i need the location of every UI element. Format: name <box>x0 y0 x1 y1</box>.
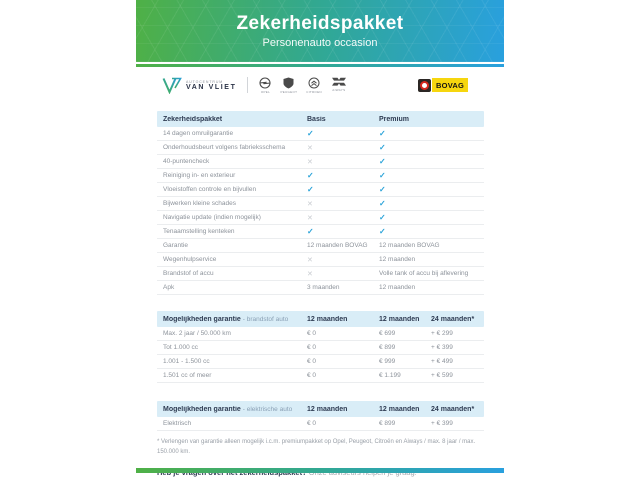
main-table-body <box>157 127 484 295</box>
row-label: Wegenhulpservice <box>163 256 217 263</box>
row-value: + € 499 <box>431 358 453 365</box>
check-icon: ✓ <box>379 129 386 138</box>
cross-icon: ✕ <box>307 214 313 222</box>
header-banner <box>136 0 504 62</box>
table-row <box>157 183 484 197</box>
row-value: 12 maanden BOVAG <box>379 242 440 249</box>
logo-divider <box>247 77 248 93</box>
row-value: 3 maanden <box>307 284 340 291</box>
row-label: Garantie <box>163 242 188 249</box>
row-value: € 899 <box>379 420 396 427</box>
main-table-header-row <box>157 111 484 127</box>
check-icon: ✓ <box>307 171 314 180</box>
dealer-name-bottom: VAN VLIET <box>186 83 237 91</box>
cross-icon: ✕ <box>307 256 313 264</box>
section-title: Mogelijkheden garantie - elektrische auto <box>163 405 293 413</box>
row-value: + € 599 <box>431 372 453 379</box>
row-label: Brandstof of accu <box>163 270 214 277</box>
row-value: € 0 <box>307 330 317 337</box>
cross-icon: ✕ <box>307 144 313 152</box>
check-icon: ✓ <box>379 199 386 208</box>
check-icon: ✓ <box>307 227 314 236</box>
main-table <box>157 111 484 295</box>
table-row <box>157 211 484 225</box>
row-label: Bijwerken kleine schades <box>163 200 236 207</box>
logo-row <box>136 67 504 103</box>
row-label: Vloeistoffen controle en bijvullen <box>163 186 257 193</box>
row-value: + € 399 <box>431 420 453 427</box>
row-value: € 999 <box>379 358 396 365</box>
table-row <box>157 141 484 155</box>
column-header-premium: Premium <box>379 115 409 123</box>
column-header: 24 maanden* <box>431 315 475 323</box>
opel-logo-icon: OPEL <box>259 77 271 94</box>
row-label: 40-puntencheck <box>163 158 210 165</box>
check-icon: ✓ <box>379 213 386 222</box>
check-icon: ✓ <box>379 185 386 194</box>
electric-warranty-table <box>157 401 484 431</box>
check-icon: ✓ <box>379 227 386 236</box>
bottom-gradient-bar <box>136 468 504 473</box>
row-value: € 0 <box>307 358 317 365</box>
table-row <box>157 155 484 169</box>
column-header: 12 maanden <box>379 405 420 413</box>
table-row <box>157 281 484 295</box>
electric-table-header-row <box>157 401 484 417</box>
column-header-zekerheidspakket: Zekerheidspakket <box>163 115 223 123</box>
table-row <box>157 197 484 211</box>
citroen-logo-icon: CITROEN <box>306 77 322 94</box>
row-value: € 899 <box>379 344 396 351</box>
cross-icon: ✕ <box>307 158 313 166</box>
column-header: 12 maanden <box>307 405 348 413</box>
dealer-logo <box>162 77 236 94</box>
row-label: Tot 1.000 cc <box>163 344 199 351</box>
row-label: 1.001 - 1.500 cc <box>163 358 210 365</box>
row-label: Onderhoudsbeurt volgens fabrieksschema <box>163 144 286 151</box>
row-value: € 1.199 <box>379 372 401 379</box>
table-row <box>157 169 484 183</box>
row-value: € 0 <box>307 344 317 351</box>
column-header-basis: Basis <box>307 115 326 123</box>
bovag-logo <box>418 78 468 92</box>
page-subtitle: Personenauto occasion <box>262 37 378 49</box>
table-row <box>157 355 484 369</box>
row-label: Apk <box>163 284 175 291</box>
table-row <box>157 267 484 281</box>
table-row <box>157 239 484 253</box>
column-header: 12 maanden <box>307 315 348 323</box>
row-value: 12 maanden <box>379 284 416 291</box>
row-value: Volle tank of accu bij aflevering <box>379 270 469 277</box>
table-row <box>157 417 484 431</box>
column-header: 12 maanden <box>379 315 420 323</box>
row-label: 14 dagen omruilgarantie <box>163 130 234 137</box>
row-value: € 0 <box>307 372 317 379</box>
brand-logos <box>259 77 346 94</box>
table-row <box>157 369 484 383</box>
row-value: + € 299 <box>431 330 453 337</box>
row-label: Navigatie update (indien mogelijk) <box>163 214 261 221</box>
table-row <box>157 127 484 141</box>
check-icon: ✓ <box>307 129 314 138</box>
content-column <box>136 0 504 480</box>
check-icon: ✓ <box>379 171 386 180</box>
row-label: Reiniging in- en exterieur <box>163 172 236 179</box>
van-vliet-mark-icon <box>162 77 182 94</box>
peugeot-logo-icon: PEUGEOT <box>280 77 297 94</box>
row-value: 12 maanden <box>379 256 416 263</box>
table-row <box>157 253 484 267</box>
row-label: Elektrisch <box>163 420 192 427</box>
column-header: 24 maanden* <box>431 405 475 413</box>
row-label: 1.501 cc of meer <box>163 372 212 379</box>
electric-table-body <box>157 417 484 431</box>
dealer-name-top: AUTOCENTRUM <box>186 79 224 84</box>
fuel-warranty-table <box>157 311 484 383</box>
check-icon: ✓ <box>379 157 386 166</box>
bovag-badge-icon <box>418 79 431 92</box>
check-icon: ✓ <box>379 143 386 152</box>
fuel-table-body <box>157 327 484 383</box>
row-label: Max. 2 jaar / 50.000 km <box>163 330 231 337</box>
row-value: € 0 <box>307 420 317 427</box>
table-row <box>157 225 484 239</box>
cross-icon: ✕ <box>307 200 313 208</box>
table-row <box>157 327 484 341</box>
section-title: Mogelijkheden garantie - brandstof auto <box>163 315 289 323</box>
bovag-label: BOVAG <box>432 78 468 92</box>
fuel-table-header-row <box>157 311 484 327</box>
page-title: Zekerheidspakket <box>236 13 404 34</box>
footnote: * Verlengen van garantie alleen mogelijk i.c.m. premiumpakket op Opel, Peugeot, Citroën en Aiways / max. 8 jaar / max. 150.000 km. <box>157 439 476 456</box>
check-icon: ✓ <box>307 185 314 194</box>
row-value: € 699 <box>379 330 396 337</box>
row-label: Tenaamstelling kenteken <box>163 228 235 235</box>
row-value: 12 maanden BOVAG <box>307 242 368 249</box>
table-row <box>157 341 484 355</box>
aiways-logo-icon: AIWAYS <box>331 77 347 92</box>
dealer-logo-text <box>186 80 236 91</box>
row-value: + € 399 <box>431 344 453 351</box>
cross-icon: ✕ <box>307 270 313 278</box>
